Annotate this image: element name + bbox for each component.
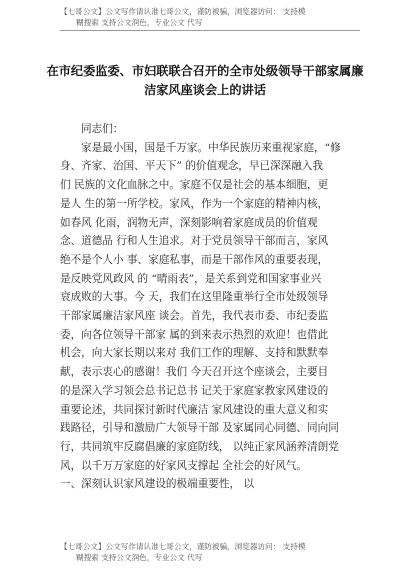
body-line: 家是最小国，国是千万家。中华民族历来重视家庭，“修 bbox=[81, 141, 341, 154]
body-line: 念、道德品 行和人生追求。对于党员领导干部而言，家风 bbox=[60, 235, 329, 248]
header-divider bbox=[60, 30, 360, 31]
body-line: 是反映党风政风 的 “晴雨表”，是关系到党和国家事业兴 bbox=[60, 272, 322, 285]
body-line: 行，共同筑牢反腐倡廉的家庭防线， 以纯正家风涵养清朗党 bbox=[60, 440, 339, 453]
body-line: 风，以千万万家庭的好家风支撑起 全社会的好风气。 bbox=[60, 459, 308, 472]
section-heading: 一、深刻认识家风建设的极端重要性， 以 bbox=[60, 478, 255, 491]
title-line-1: 在市纪委监委、市妇联联合召开的全市处级领导干部家属廉 bbox=[46, 64, 364, 78]
body-line: 身、齐家、治国、平天下” 的价值观念，早已深深融入我 bbox=[60, 160, 324, 173]
header-line-1: 【七哥公文】公文写作请认准七哥公文，谨防被骗，浏览器访问： 支持模 bbox=[60, 7, 306, 16]
page-footer bbox=[60, 541, 360, 563]
document-title bbox=[40, 62, 370, 100]
body-line: 委，向各位领导干部家 属的到来表示热烈的欢迎！也借此 bbox=[60, 328, 329, 341]
body-line: 是人 生的第一所学校。家风，作为一个家庭的精神内核， bbox=[60, 197, 329, 210]
body-line: 机会，向大家长期以来对 我们工作的理解、支持和默默奉 bbox=[60, 347, 329, 360]
footer-line-1: 【七哥公文】公文写作请认准七哥公文，谨防被骗，浏览器访问： 支持模 bbox=[60, 542, 306, 551]
footer-line-2: 糊搜索 支持公文润色，专业公文 代写 bbox=[76, 553, 203, 562]
body-line: 如春风 化雨，润物无声，深刻影响着家庭成员的价值观 bbox=[60, 216, 318, 229]
body-line: 们 民族的文化血脉之中。家庭不仅是社会的基本细胞，更 bbox=[60, 179, 329, 192]
salutation: 同志们： bbox=[81, 123, 124, 135]
document-body bbox=[60, 120, 360, 494]
page-header bbox=[60, 6, 360, 28]
title-line-2: 洁家风座谈会上的讲话 bbox=[144, 83, 266, 97]
header-line-2: 糊搜索 支持公文润色，专业公文 代写 bbox=[76, 18, 203, 27]
body-line: 的是深入学习领会总书记总书 记关于家庭家教家风建设的 bbox=[60, 384, 329, 397]
body-line: 干部家属廉洁家风座 谈会。首先，我代表市委、市纪委监 bbox=[60, 310, 329, 323]
body-line: 献，表示衷心的感谢！我们 今天召开这个座谈会，主要目 bbox=[60, 366, 329, 379]
body-line: 衰成败的大事。今 天，我们在这里隆重举行全市处级领导 bbox=[60, 291, 329, 304]
body-line: 绝不是个人小 事、家庭私事，而是干部作风的重要表现， bbox=[60, 253, 329, 266]
body-line: 重要论述，共同探讨新时代廉洁 家风建设的重大意义和实 bbox=[60, 403, 329, 416]
body-line: 践路径，引导和激励广大领导干部 及家属同心同德、同向同 bbox=[60, 422, 339, 435]
